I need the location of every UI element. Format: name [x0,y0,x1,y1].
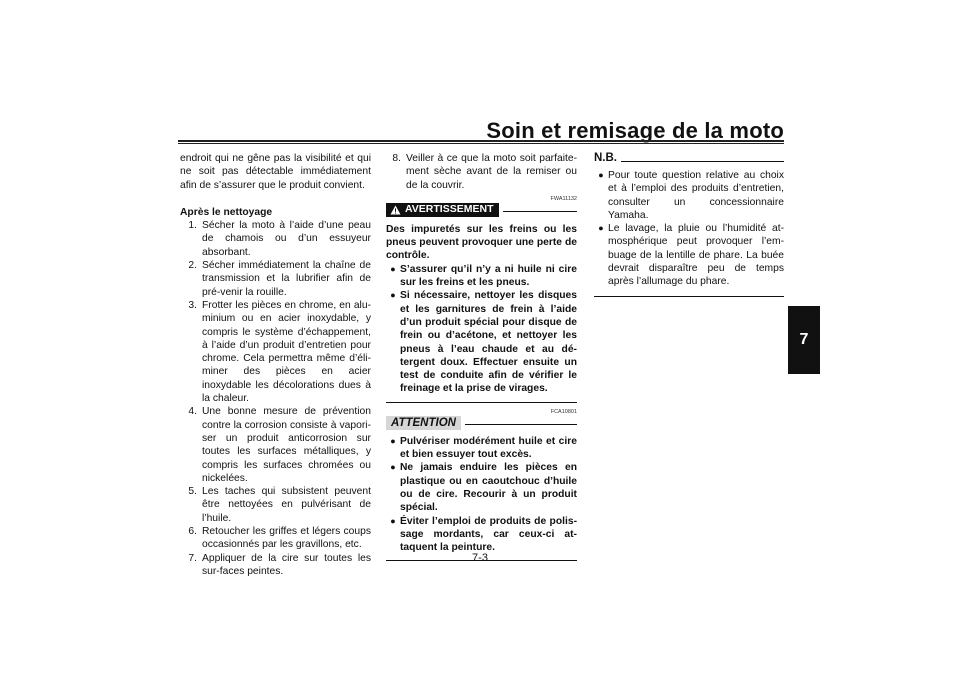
attention-label: ATTENTION [386,416,461,430]
attention-bullets [386,435,577,555]
warning-header [386,203,577,217]
warning-code: FWA11132 [550,195,577,202]
bullet-icon: ● [390,290,396,301]
note-end-rule [594,296,784,297]
note-bullets [594,169,784,289]
warning-lead: Des impuretés sur les freins ou les pneus peuvent provoquer une perte de contrôle. [386,223,577,262]
page-title: Soin et remisage de la moto [486,118,784,143]
note-header [594,152,784,166]
list-item: ● Pulvériser modérément huile et cire et bien essuyer tout excès. [386,435,577,462]
warning-end-rule [386,402,577,403]
header-rule [178,140,784,144]
warning-label: AVERTISSEMENT [405,203,494,216]
subheading-after-cleaning: Après le nettoyage [180,206,273,218]
warning-badge [386,203,499,217]
bullet-icon: ● [390,462,396,473]
intro-paragraph: endroit qui ne gêne pas la visibilité et qui ne soit pas détectable immédiatement afin de s’assurer que le produit convient. [180,153,371,191]
list-item: ● Ne jamais enduire les pièces en plastique ou en caoutchouc d’huile ou de cire. Recourir à un produit spécial. [386,461,577,514]
list-item: ● Pour toute question relative au choix et à l’emploi des produits d’entretien, consulter un concessionnaire Yamaha. [594,169,784,222]
list-item: ● Éviter l’emploi de produits de polis-sage mordants, car ceux-ci at-taquent la peinture. [386,515,577,555]
list-item: 4. Une bonne mesure de prévention contre la corrosion consiste à vapori-ser un produit anticorrosion sur toutes les surfaces métalliques, y compris les surfaces chromées ou nickelées. [188,406,371,484]
list-item: 7. Appliquer de la cire sur toutes les sur-faces peintes. [188,552,371,577]
page-number: 7-3 [472,552,488,564]
bullet-icon: ● [598,223,604,234]
bullet-icon: ● [390,515,396,526]
warning-bullets [386,263,577,396]
list-item: ● S’assurer qu’il n’y a ni huile ni cire sur les freins et les pneus. [386,263,577,290]
column-middle [386,152,577,561]
list-item: 1. Sécher la moto à l’aide d’une peau de chamois ou d’un essuyeur absorbant. [188,220,371,258]
list-item: 2. Sécher immédiatement la chaîne de transmission et la lubrifier afin de pré-venir la rouille. [188,260,371,298]
column-right [594,152,784,297]
list-item: ● Le lavage, la pluie ou l’humidité at-mosphérique peut provoquer l’em-buage de la lentille de phare. La buée devrait disparaître peu de temps après l’allumage du phare. [594,222,784,288]
attention-header [386,416,577,430]
note-label: N.B. [594,152,617,165]
column-left [180,152,371,578]
warning-triangle-icon [390,205,401,215]
bullet-icon: ● [390,435,396,446]
attention-code: FCA10801 [550,408,577,415]
list-item: 6. Retoucher les griffes et légers coups occasionnés par les gravillons, etc. [188,526,371,551]
list-item: 3. Frotter les pièces en chrome, en alu-minium ou en acier inoxydable, y compris le système d’échappement, à l’aide d’un produit d’entretien pour chrome. Cela permettra même d’éli-miner des pièces en acier inoxydable les décolorations dues à la chaleur. [188,299,371,405]
bullet-icon: ● [598,170,604,180]
bullet-icon: ● [390,263,396,274]
steps-list [180,219,371,578]
list-item: ● Si nécessaire, nettoyer les disques et les garnitures de frein à l’aide d’un produit spécial pour disque de frein ou d’acétone, et nettoyer les pneus à l’eau chaude et au dé-tergent doux. Effectuer ensuite un test de conduite afin de vérifier le freinage et la prise de virages. [386,289,577,395]
list-item: 5. Les taches qui subsistent peuvent être nettoyées en pulvérisant de l’huile. [188,486,371,524]
list-item: 8. Veiller à ce que la moto soit parfaite-ment sèche avant de la remiser ou de la couvrir. [392,153,577,191]
chapter-tab: 7 [788,306,820,374]
